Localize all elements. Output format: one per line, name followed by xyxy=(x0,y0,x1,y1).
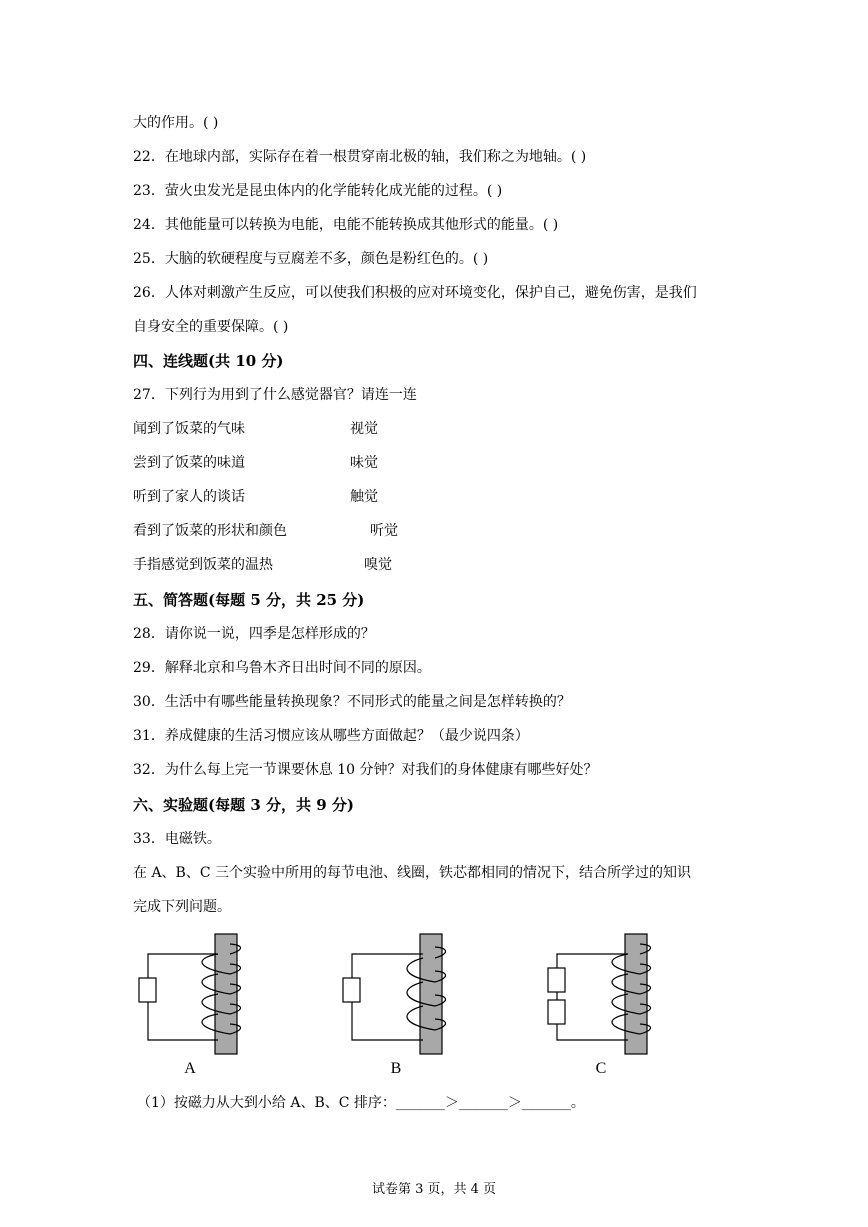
battery-cell xyxy=(548,1000,565,1024)
iron-core xyxy=(215,934,237,1054)
match-right-item: 听觉 xyxy=(370,523,398,539)
statement-24: 24．其他能量可以转换为电能，电能不能转换成其他形式的能量。( ) xyxy=(133,217,559,233)
match-left-item: 手指感觉到饭菜的温热 xyxy=(133,557,273,573)
wire xyxy=(148,954,218,978)
iron-core xyxy=(420,934,442,1054)
match-right-item: 味觉 xyxy=(350,455,378,471)
statement-26: 26．人体对刺激产生反应，可以使我们积极的应对环境变化，保护自己，避免伤害，是我们 xyxy=(133,285,697,301)
question-27: 27．下列行为用到了什么感觉器官？请连一连 xyxy=(133,387,417,403)
question-31: 31．养成健康的生活习惯应该从哪些方面做起？（最少说四条） xyxy=(133,728,529,744)
battery-cell xyxy=(548,968,565,992)
section-heading-experiment: 六、实验题(每题 3 分，共 9 分) xyxy=(133,796,354,814)
wire xyxy=(352,954,423,978)
match-right-item: 嗅觉 xyxy=(364,557,392,573)
match-left-item: 看到了饭菜的形状和颜色 xyxy=(133,523,287,539)
question-32: 32．为什么每上完一节课要休息 10 分钟？对我们的身体健康有哪些好处？ xyxy=(133,762,598,778)
section-heading-matching: 四、连线题(共 10 分) xyxy=(133,352,284,370)
match-left-item: 闻到了饭菜的气味 xyxy=(133,421,245,437)
wire xyxy=(557,1024,628,1040)
statement-26-continued: 自身安全的重要保障。( ) xyxy=(133,319,289,335)
wire xyxy=(557,954,628,968)
experiment-description-continued: 完成下列问题。 xyxy=(133,899,231,915)
label-a: A xyxy=(184,1060,196,1077)
statement-25: 25．大脑的软硬程度与豆腐差不多，颜色是粉红色的。( ) xyxy=(133,251,489,267)
question-29: 29．解释北京和乌鲁木齐日出时间不同的原因。 xyxy=(133,660,431,676)
electromagnet-setup-b xyxy=(343,934,446,1054)
match-right-item: 触觉 xyxy=(350,489,378,505)
match-right-item: 视觉 xyxy=(350,421,378,437)
question-33-part-1: （1）按磁力从大到小给 A、B、C 排序：_______＞_______＞_______。 xyxy=(137,1095,585,1111)
label-b: B xyxy=(390,1060,402,1077)
statement-23: 23．萤火虫发光是昆虫体内的化学能转化成光能的过程。( ) xyxy=(133,183,503,199)
label-c: C xyxy=(595,1060,607,1077)
match-left-item: 尝到了饭菜的味道 xyxy=(133,455,245,471)
match-left-item: 听到了家人的谈话 xyxy=(133,489,245,505)
question-30: 30．生活中有哪些能量转换现象？不同形式的能量之间是怎样转换的？ xyxy=(133,694,571,710)
question-33: 33．电磁铁。 xyxy=(133,831,221,847)
section-heading-short-answer: 五、简答题(每题 5 分，共 25 分) xyxy=(133,591,365,609)
page-footer: 试卷第 3 页，共 4 页 xyxy=(371,1182,497,1197)
electromagnet-diagrams xyxy=(120,920,680,1082)
statement-22: 22．在地球内部，实际存在着一根贯穿南北极的轴，我们称之为地轴。( ) xyxy=(133,149,587,165)
statement-21-continued: 大的作用。( ) xyxy=(133,115,219,131)
electromagnet-setup-a xyxy=(139,934,241,1054)
battery-cell xyxy=(343,978,360,1002)
battery-cell xyxy=(139,978,156,1002)
question-28: 28．请你说一说，四季是怎样形成的？ xyxy=(133,626,375,642)
iron-core xyxy=(625,934,647,1054)
wire xyxy=(352,1002,423,1040)
experiment-description: 在 A、B、C 三个实验中所用的每节电池、线圈，铁芯都相同的情况下，结合所学过的知识 xyxy=(133,865,692,881)
electromagnet-setup-c xyxy=(548,934,651,1054)
